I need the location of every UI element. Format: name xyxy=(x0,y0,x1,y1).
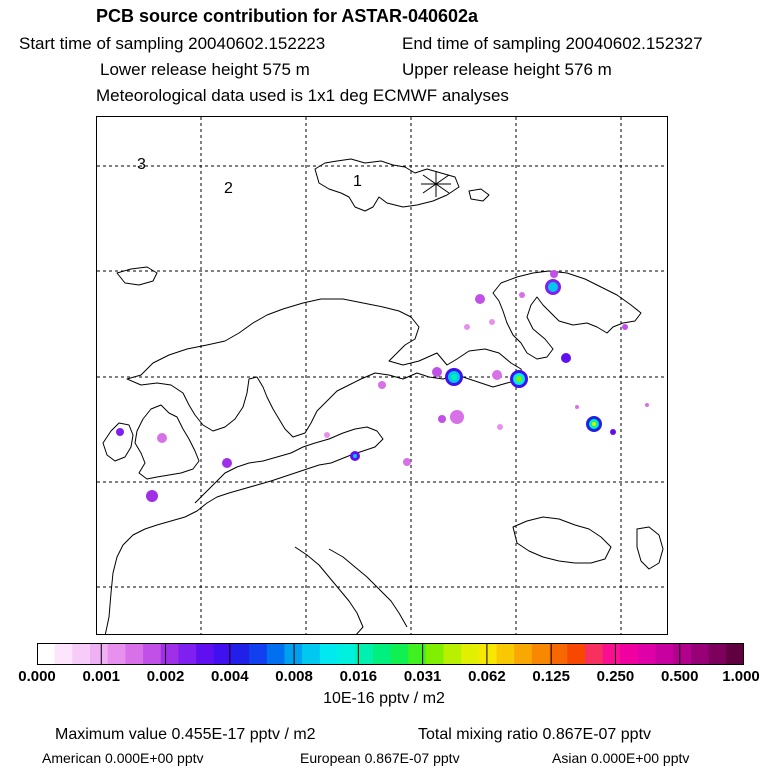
colorbar-swatch xyxy=(90,643,108,665)
colorbar-swatch xyxy=(532,643,550,665)
caspian-coast xyxy=(637,527,663,569)
colorbar-tick-label: 0.004 xyxy=(211,668,249,685)
chart-title: PCB source contribution for ASTAR-040602a xyxy=(96,6,479,26)
colorbar-swatch xyxy=(408,643,426,665)
colorbar-tick-label: 0.008 xyxy=(275,668,313,685)
colorbar-tick-label: 0.001 xyxy=(82,668,121,685)
plume-blob xyxy=(403,458,411,466)
colorbar-swatch xyxy=(37,643,55,665)
colorbar-tick-label: 1.000 xyxy=(722,668,760,685)
colorbar-swatch xyxy=(514,643,532,665)
colorbar-swatch xyxy=(55,643,73,665)
colorbar-swatch xyxy=(373,643,391,665)
graticule xyxy=(97,117,668,635)
colorbar-swatch xyxy=(108,643,126,665)
colorbar-swatch xyxy=(214,643,232,665)
colorbar-swatch xyxy=(673,643,691,665)
colorbar-swatch xyxy=(726,643,744,665)
plume-blob xyxy=(516,376,522,382)
colorbar-swatch xyxy=(603,643,621,665)
colorbar-swatch xyxy=(125,643,143,665)
lower-height-label: Lower release height 575 m xyxy=(100,60,310,79)
colorbar-tick-label: 0.125 xyxy=(532,668,570,685)
kola-white-sea-coast xyxy=(493,271,641,359)
plume-blob xyxy=(157,433,167,443)
map-panel xyxy=(96,116,668,635)
plume-blob xyxy=(378,381,386,389)
plume-blob xyxy=(475,294,485,304)
asian-label: Asian 0.000E+00 pptv xyxy=(552,750,690,766)
colorbar-swatch xyxy=(161,643,179,665)
plume-blob xyxy=(324,432,330,438)
map-label: 1 xyxy=(353,173,362,190)
plume-blob xyxy=(116,428,124,436)
coastlines xyxy=(103,159,663,635)
map-label: 2 xyxy=(224,180,233,197)
plume-blob xyxy=(561,353,571,363)
plume-blob xyxy=(519,292,525,298)
colorbar-tick-label: 0.000 xyxy=(18,668,56,685)
colorbar-swatch xyxy=(249,643,267,665)
colorbar-swatch xyxy=(178,643,196,665)
colorbar-swatch xyxy=(656,643,674,665)
colorbar-swatch xyxy=(550,643,568,665)
plume-blob xyxy=(146,490,158,502)
colorbar-swatch xyxy=(320,643,338,665)
colorbar-swatch xyxy=(638,643,656,665)
colorbar-swatch xyxy=(143,643,161,665)
britain-coast xyxy=(135,405,199,479)
plume-blob xyxy=(464,324,470,330)
plume-blob xyxy=(548,282,558,292)
colorbar-swatch xyxy=(302,643,320,665)
italy-coast xyxy=(295,547,363,635)
met-data-label: Meteorological data used is 1x1 deg ECMWF analyses xyxy=(96,86,509,105)
total-mixing-label: Total mixing ratio 0.867E-07 pptv xyxy=(418,726,652,743)
european-label: European 0.867E-07 pptv xyxy=(300,750,460,766)
colorbar-swatch xyxy=(567,643,585,665)
plume-blob xyxy=(497,424,503,430)
colorbar-swatch xyxy=(337,643,355,665)
map-svg xyxy=(97,117,668,635)
colorbar-tick-label: 0.016 xyxy=(339,668,378,685)
colorbar-swatch xyxy=(497,643,515,665)
plume-blob xyxy=(438,415,446,423)
plume-blob xyxy=(222,458,232,468)
plume-blob xyxy=(489,319,495,325)
colorbar-unit: 10E-16 pptv / m2 xyxy=(323,690,445,707)
colorbar-swatch xyxy=(391,643,409,665)
colorbar-swatch xyxy=(196,643,214,665)
adriatic-coast xyxy=(329,549,407,627)
plume-blob xyxy=(353,454,357,458)
iceland-coast xyxy=(117,267,157,285)
svalbard-east-island xyxy=(469,189,489,201)
upper-height-label: Upper release height 576 m xyxy=(402,60,612,79)
plume-blob xyxy=(450,410,464,424)
map-label: 3 xyxy=(137,156,146,173)
colorbar-swatch xyxy=(479,643,497,665)
plume-blob xyxy=(610,429,616,435)
colorbar-swatch xyxy=(267,643,285,665)
plume-blob xyxy=(492,370,502,380)
colorbar-tick-label: 0.062 xyxy=(468,668,506,685)
plume-blob xyxy=(592,422,596,426)
colorbar xyxy=(37,643,744,665)
plume-blob xyxy=(575,405,579,409)
colorbar-swatch xyxy=(72,643,90,665)
colorbar-swatch xyxy=(461,643,479,665)
max-value-label: Maximum value 0.455E-17 pptv / m2 xyxy=(55,726,316,743)
start-time-label: Start time of sampling 20040602.152223 xyxy=(19,34,326,53)
plume-blob xyxy=(645,403,649,407)
colorbar-swatch xyxy=(444,643,462,665)
plume-blobs xyxy=(116,270,649,502)
colorbar-swatch xyxy=(691,643,709,665)
colorbar-swatch xyxy=(231,643,249,665)
black-sea-coast xyxy=(513,517,611,563)
colorbar-swatch xyxy=(284,643,302,665)
plume-blob xyxy=(432,367,442,377)
colorbar-swatch xyxy=(620,643,638,665)
colorbar-swatch xyxy=(709,643,727,665)
plume-blob xyxy=(622,324,628,330)
continental-coast xyxy=(105,427,383,635)
colorbar-tick-label: 0.002 xyxy=(146,668,185,685)
colorbar-tick-label: 0.250 xyxy=(596,668,635,685)
american-label: American 0.000E+00 pptv xyxy=(42,750,204,766)
end-time-label: End time of sampling 20040602.152327 xyxy=(402,34,703,53)
colorbar-swatch xyxy=(426,643,444,665)
plume-blob xyxy=(550,270,558,278)
colorbar-tick-label: 0.031 xyxy=(403,668,442,685)
plume-blob xyxy=(451,374,457,380)
colorbar-swatch xyxy=(585,643,603,665)
colorbar-tick-label: 0.500 xyxy=(660,668,699,685)
